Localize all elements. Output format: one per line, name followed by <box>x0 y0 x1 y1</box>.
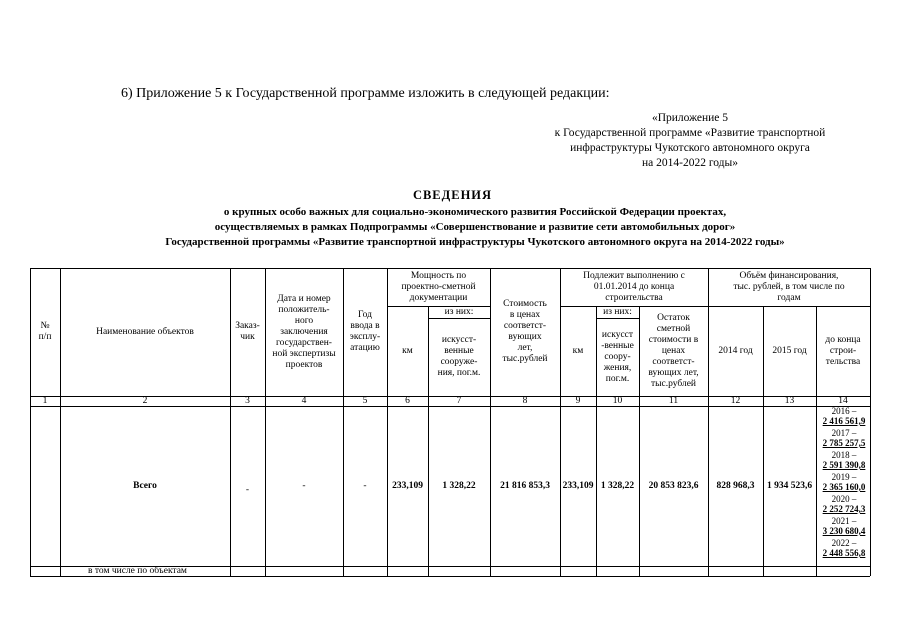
col-num-2: 2 <box>142 395 148 406</box>
header-customer: Заказ- чик <box>235 321 260 342</box>
col-num-11: 11 <box>668 395 679 406</box>
future-financing-item <box>818 495 870 515</box>
intro-text: 6) Приложение 5 к Государственной программе изложить в следующей редакции: <box>121 86 610 101</box>
appendix-line-1: «Приложение 5 <box>651 112 729 124</box>
document-title: СВЕДЕНИЯ <box>412 188 493 202</box>
col-num-12: 12 <box>730 395 741 406</box>
total-row-cost: 21 816 853,3 <box>500 480 550 491</box>
future-financing-item <box>818 517 870 537</box>
sub-row-name: в том числе по объектам <box>88 565 187 576</box>
future-financing-item <box>818 473 870 493</box>
future-year: 2016 – <box>831 406 857 416</box>
col-num-7: 7 <box>456 395 462 406</box>
future-financing-item <box>818 451 870 471</box>
header-to-complete: Подлежит выполнению с 01.01.2014 до конца строительства <box>583 270 685 303</box>
total-row-km: 233,109 <box>392 480 423 491</box>
header-year: Год ввода в эксплу- атацию <box>349 310 381 353</box>
header-name: Наименование объектов <box>96 326 194 337</box>
future-year: 2019 – <box>831 472 857 482</box>
header-till-end: до конца строи- тельства <box>825 334 861 367</box>
future-value: 2 448 556,8 <box>822 547 866 558</box>
appendix-line-4: на 2014-2022 годы» <box>641 157 738 169</box>
header-of-them-2: из них: <box>603 306 632 317</box>
future-value: 2 785 257,5 <box>822 437 866 448</box>
future-year: 2022 – <box>831 538 857 548</box>
total-row-art: 1 328,22 <box>442 480 476 491</box>
header-conclusion: Дата и номер положитель- ного заключения государствен- ной экспертизы проектов <box>272 293 336 370</box>
future-year: 2021 – <box>831 516 857 526</box>
header-remainder: Остаток сметной стоимости в ценах соответст- вующих лет, тыс.рублей <box>648 312 699 389</box>
total-row-2015: 1 934 523,6 <box>766 480 813 491</box>
header-2014: 2014 год <box>718 345 753 356</box>
header-km-2: км <box>572 345 584 356</box>
appendix-line-2: к Государственной программе «Развитие транспортной <box>554 127 826 139</box>
total-row-art-2: 1 328,22 <box>600 480 635 491</box>
header-art-structures-2: искусст -венные соору- жения, пог.м. <box>601 329 634 384</box>
future-financing-item <box>818 539 870 559</box>
total-row-2014: 828 968,3 <box>716 480 755 491</box>
total-row-remainder: 20 853 823,6 <box>648 480 699 491</box>
header-km: км <box>402 345 413 356</box>
header-art-structures: искусст- венные сооруже- ния, пог.м. <box>437 335 481 378</box>
appendix-line-3: инфраструктуры Чукотского автономного округа <box>570 142 810 154</box>
col-num-9: 9 <box>575 395 581 406</box>
future-value: 2 252 724,3 <box>822 503 866 514</box>
total-row-name: Всего <box>133 480 157 491</box>
col-num-14: 14 <box>838 395 848 406</box>
col-num-6: 6 <box>405 395 410 406</box>
col-num-3: 3 <box>245 395 250 406</box>
col-num-13: 13 <box>784 395 795 406</box>
col-num-5: 5 <box>362 395 368 406</box>
total-row-km-2: 233,109 <box>562 480 594 491</box>
total-row-conclusion: - <box>302 480 306 491</box>
future-financing-item <box>818 429 870 449</box>
title-line-2: осуществляемых в рамках Подпрограммы «Совершенствование и развитие сети автомобильных дорог» <box>214 221 736 233</box>
future-year: 2017 – <box>831 428 857 438</box>
future-financing-item <box>818 407 870 427</box>
header-cost: Стоимость в ценах соответст- вующих лет, тыс.рублей <box>502 299 548 364</box>
col-num-8: 8 <box>522 395 528 406</box>
header-num: № п/п <box>38 321 52 342</box>
col-num-1: 1 <box>42 395 48 406</box>
header-capacity: Мощность по проектно-сметной документации <box>401 270 476 303</box>
title-line-3: Государственной программы «Развитие транспортной инфраструктуры Чукотского автономного округа на 2014-2022 годы» <box>165 236 785 248</box>
future-value: 3 230 680,4 <box>822 525 866 536</box>
future-value: 2 591 390,8 <box>822 459 866 470</box>
header-financing: Объём финансирования, тыс. рублей, в том числе по годам <box>733 270 845 303</box>
title-line-1: о крупных особо важных для социально-экономического развития Российской Федерации проектах, <box>223 206 727 218</box>
col-num-4: 4 <box>301 395 307 406</box>
header-of-them: из них: <box>444 306 474 317</box>
future-value: 2 365 160,0 <box>822 481 866 492</box>
total-row-year: - <box>363 480 367 491</box>
total-row-customer: - <box>245 484 250 495</box>
future-year: 2018 – <box>831 450 857 460</box>
future-year: 2020 – <box>831 494 857 504</box>
future-value: 2 416 561,9 <box>822 415 866 426</box>
col-num-10: 10 <box>612 395 623 406</box>
header-2015: 2015 год <box>772 345 807 356</box>
